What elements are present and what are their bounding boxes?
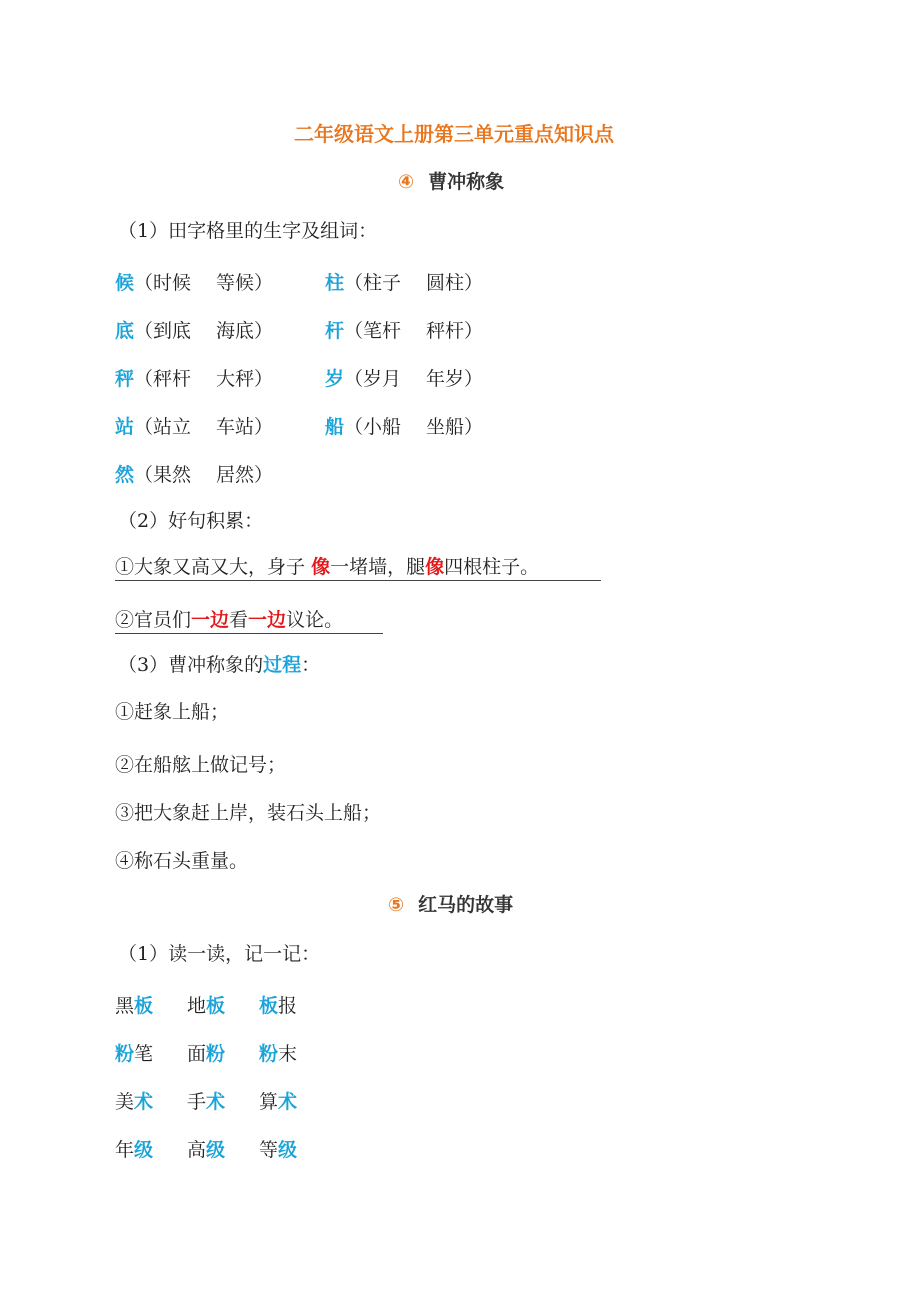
new-char: 船 bbox=[325, 416, 345, 438]
sentence-text: 看 bbox=[229, 609, 249, 631]
good-sentence-1 bbox=[115, 558, 601, 581]
new-char: 杆 bbox=[325, 320, 345, 342]
word-item bbox=[325, 274, 483, 293]
word: 黑板 bbox=[115, 995, 154, 1017]
word-group: （小船 坐船） bbox=[344, 416, 484, 438]
word-item bbox=[115, 274, 273, 293]
word-item bbox=[325, 322, 483, 341]
lesson-5-number: ⑤ bbox=[388, 894, 405, 916]
sentence-text: 四根柱子。 bbox=[444, 556, 540, 578]
word-row bbox=[115, 1045, 331, 1064]
new-char: 站 bbox=[115, 416, 135, 438]
word-group: （柱子 圆柱） bbox=[344, 272, 484, 294]
process-step: ①赶象上船； bbox=[115, 701, 230, 723]
word-row bbox=[115, 997, 331, 1016]
word-group: （岁月 年岁） bbox=[344, 368, 484, 390]
word: 算术 bbox=[259, 1091, 298, 1113]
highlight-word: 一边 bbox=[191, 609, 230, 631]
word-group: （站立 车站） bbox=[134, 416, 274, 438]
word: 等级 bbox=[259, 1139, 298, 1161]
section-3-heading bbox=[118, 656, 320, 675]
lesson-4-heading bbox=[398, 173, 504, 192]
highlight-word: 像 bbox=[311, 556, 331, 578]
section-2-heading: （2）好句积累： bbox=[118, 510, 264, 532]
sentence-text: ②官员们 bbox=[115, 609, 192, 631]
section-1-heading: （1）田字格里的生字及组词： bbox=[118, 220, 378, 242]
process-step: ④称石头重量。 bbox=[115, 850, 249, 872]
word-item bbox=[115, 466, 273, 485]
sentence-text: 一堵墙，腿 bbox=[330, 556, 426, 578]
word-group: （笔杆 秤杆） bbox=[344, 320, 484, 342]
word: 美术 bbox=[115, 1091, 154, 1113]
new-char: 底 bbox=[115, 320, 135, 342]
word-group: （秤杆 大秤） bbox=[134, 368, 274, 390]
word-group: （果然 居然） bbox=[134, 464, 274, 486]
word-item bbox=[115, 322, 273, 341]
word-group: （到底 海底） bbox=[134, 320, 274, 342]
lesson-5-title: 红马的故事 bbox=[418, 894, 514, 916]
good-sentence-2 bbox=[115, 611, 383, 634]
section-3-text: （3）曹冲称象的 bbox=[118, 654, 264, 676]
page-title: 二年级语文上册第三单元重点知识点 bbox=[294, 122, 614, 146]
highlight-word: 一边 bbox=[248, 609, 287, 631]
sentence-text: ①大象又高又大，身子 bbox=[115, 556, 306, 578]
word: 面粉 bbox=[187, 1043, 226, 1065]
word: 高级 bbox=[187, 1139, 226, 1161]
word: 粉末 bbox=[259, 1043, 298, 1065]
highlight-word: 过程 bbox=[263, 654, 302, 676]
word: 地板 bbox=[187, 995, 226, 1017]
new-char: 柱 bbox=[325, 272, 345, 294]
new-char: 候 bbox=[115, 272, 135, 294]
lesson-4-title: 曹冲称象 bbox=[428, 171, 505, 193]
word: 粉笔 bbox=[115, 1043, 154, 1065]
new-char: 岁 bbox=[325, 368, 345, 390]
word: 年级 bbox=[115, 1139, 154, 1161]
process-step: ③把大象赶上岸，装石头上船； bbox=[115, 802, 382, 824]
word-group: （时候 等候） bbox=[134, 272, 274, 294]
word-item bbox=[115, 370, 273, 389]
word-item bbox=[115, 418, 273, 437]
word-row bbox=[115, 1093, 331, 1112]
highlight-word: 像 bbox=[425, 556, 445, 578]
section-3-colon: ： bbox=[301, 654, 321, 676]
word: 手术 bbox=[187, 1091, 226, 1113]
lesson-5-heading bbox=[388, 896, 513, 915]
process-step: ②在船舷上做记号； bbox=[115, 754, 287, 776]
new-char: 秤 bbox=[115, 368, 135, 390]
word-row bbox=[115, 1141, 331, 1160]
word-item bbox=[325, 370, 483, 389]
lesson-4-number: ④ bbox=[398, 171, 415, 193]
word: 板报 bbox=[259, 995, 298, 1017]
word-item bbox=[325, 418, 483, 437]
sentence-text: 议论。 bbox=[286, 609, 344, 631]
lesson-5-section-1-heading: （1）读一读，记一记： bbox=[118, 943, 321, 965]
new-char: 然 bbox=[115, 464, 135, 486]
